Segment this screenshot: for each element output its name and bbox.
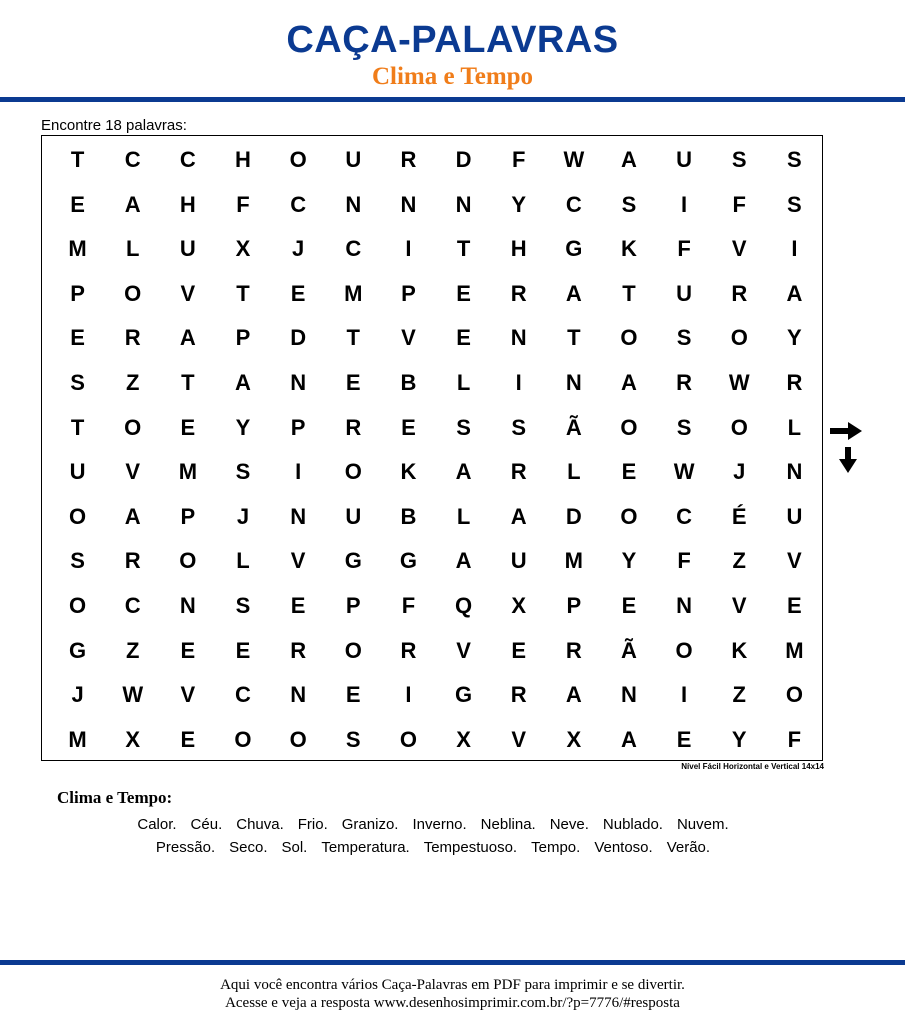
grid-cell[interactable]: I	[791, 236, 798, 262]
word-list-item: Nublado.	[602, 816, 663, 833]
grid-cell[interactable]: A	[124, 191, 141, 217]
grid-row	[42, 718, 822, 763]
grid-cell[interactable]: T	[622, 280, 636, 306]
grid-cell[interactable]: E	[345, 682, 361, 708]
grid-cell[interactable]: O	[69, 592, 87, 618]
grid-cell[interactable]: A	[235, 369, 251, 395]
word-list-line-1	[0, 816, 866, 834]
grid-row	[42, 495, 822, 540]
grid-cell[interactable]: A	[621, 147, 637, 172]
grid-cell[interactable]: C	[179, 147, 196, 172]
grid-cell[interactable]: C	[676, 503, 693, 529]
grid-cell[interactable]: G	[69, 637, 87, 663]
grid-cell[interactable]: F	[732, 191, 746, 217]
grid-cell[interactable]: W	[728, 369, 750, 395]
grid-row	[42, 584, 822, 629]
word-list-item: Nuvem.	[676, 816, 729, 833]
grid-cell[interactable]: C	[345, 236, 362, 262]
grid-cell[interactable]: E	[456, 280, 471, 306]
grid-cell[interactable]: C	[565, 191, 582, 217]
grid-cell[interactable]: S	[345, 726, 361, 752]
grid-cell[interactable]: S	[621, 191, 637, 217]
grid-cell[interactable]: R	[565, 637, 582, 663]
grid-cell[interactable]: E	[401, 414, 416, 440]
grid-cell[interactable]: R	[400, 637, 417, 663]
grid-cell[interactable]: M	[68, 726, 87, 752]
grid-cell[interactable]: T	[236, 280, 250, 306]
grid-cell[interactable]: N	[290, 369, 307, 395]
grid-cell[interactable]: N	[565, 369, 582, 395]
grid-cell[interactable]: S	[676, 325, 692, 351]
grid-cell[interactable]: P	[345, 592, 361, 618]
grid-cell[interactable]: S	[511, 414, 527, 440]
grid-cell[interactable]: B	[400, 503, 417, 529]
grid-cell[interactable]: R	[676, 369, 693, 395]
grid-cell[interactable]: J	[71, 682, 84, 708]
grid-cell[interactable]: E	[621, 459, 637, 485]
grid-cell[interactable]: O	[289, 726, 307, 752]
grid-cell[interactable]: L	[456, 503, 471, 529]
grid-cell[interactable]: Z	[125, 637, 140, 663]
grid-row	[42, 138, 822, 183]
grid-cell[interactable]: S	[676, 414, 692, 440]
word-list-item: Neve.	[549, 816, 589, 833]
grid-cell[interactable]: X	[235, 236, 251, 262]
grid-cell[interactable]: C	[124, 147, 141, 172]
grid-cell[interactable]: U	[179, 236, 196, 262]
grid-cell[interactable]: S	[70, 369, 85, 395]
grid-cell[interactable]: T	[456, 236, 471, 262]
grid-cell[interactable]: T	[181, 369, 195, 395]
grid-cell[interactable]: R	[124, 325, 141, 351]
grid-row	[42, 406, 822, 451]
grid-cell[interactable]: Y	[511, 191, 527, 217]
word-list-item: Granizo.	[341, 816, 399, 833]
grid-cell[interactable]: O	[620, 414, 638, 440]
grid-cell[interactable]: P	[566, 592, 582, 618]
grid-cell[interactable]: Y	[787, 325, 802, 351]
grid-cell[interactable]: E	[70, 191, 85, 217]
word-list-heading: Clima e Tempo:	[57, 788, 173, 807]
grid-cell[interactable]: S	[787, 147, 802, 172]
grid-cell[interactable]: G	[454, 682, 473, 708]
grid-cell[interactable]: P	[235, 325, 251, 351]
grid-cell[interactable]: S	[731, 147, 747, 172]
grid-cell[interactable]: U	[676, 147, 693, 172]
grid-cell[interactable]: I	[405, 682, 412, 708]
instruction-text: Encontre 18 palavras:	[41, 117, 187, 134]
grid-cell[interactable]: F	[677, 236, 691, 262]
grid-cell[interactable]: I	[295, 459, 302, 485]
grid-cell[interactable]: V	[787, 548, 802, 574]
grid-cell[interactable]: E	[787, 592, 802, 618]
grid-cell[interactable]: T	[567, 325, 581, 351]
grid-cell[interactable]: U	[786, 503, 803, 529]
grid-cell[interactable]: N	[510, 325, 527, 351]
grid-cell[interactable]: A	[565, 682, 582, 708]
grid-cell[interactable]: I	[681, 191, 688, 217]
grid-cell[interactable]: Z	[732, 548, 746, 574]
grid-cell[interactable]: V	[456, 637, 471, 663]
grid-cell[interactable]: F	[511, 147, 526, 172]
grid-cell[interactable]: R	[786, 369, 803, 395]
grid-cell[interactable]: C	[124, 592, 141, 618]
page-subtitle: Clima e Tempo	[371, 63, 534, 90]
grid-row	[42, 272, 822, 317]
word-list-item: Ventoso.	[594, 839, 653, 856]
grid-cell[interactable]: O	[289, 147, 307, 172]
grid-cell[interactable]: C	[290, 191, 307, 217]
grid-cell[interactable]: R	[731, 280, 748, 306]
word-list-item: Calor.	[137, 816, 177, 833]
grid-cell[interactable]: R	[124, 548, 141, 574]
grid-cell[interactable]: Z	[125, 369, 140, 395]
grid-cell[interactable]: K	[621, 236, 637, 262]
arrow-right-icon	[830, 422, 862, 440]
grid-cell[interactable]: A	[179, 325, 196, 351]
grid-cell[interactable]: O	[730, 325, 748, 351]
grid-cell[interactable]: V	[511, 726, 527, 752]
grid-cell[interactable]: O	[124, 280, 142, 306]
grid-cell[interactable]: O	[620, 503, 638, 529]
bottom-divider	[0, 960, 905, 965]
grid-cell[interactable]: A	[455, 459, 472, 485]
grid-cell[interactable]: M	[344, 280, 363, 306]
grid-cell[interactable]: O	[179, 548, 197, 574]
grid-cell[interactable]: E	[180, 726, 196, 752]
grid-cell[interactable]: L	[567, 459, 581, 485]
grid-cell[interactable]: N	[400, 191, 417, 217]
grid-cell[interactable]: M	[178, 459, 198, 485]
grid-cell[interactable]: T	[70, 414, 85, 440]
grid-cell[interactable]: F	[677, 548, 691, 574]
grid-row	[42, 316, 822, 361]
grid-cell[interactable]: R	[400, 147, 417, 172]
grid-cell[interactable]: S	[70, 548, 85, 574]
grid-cell[interactable]: E	[290, 592, 306, 618]
grid-cell[interactable]: N	[290, 503, 307, 529]
grid-cell[interactable]: E	[345, 369, 361, 395]
grid-cell[interactable]: W	[563, 147, 585, 172]
word-list-item: Frio.	[297, 816, 328, 833]
grid-cell[interactable]: Ã	[621, 637, 637, 663]
grid-cell[interactable]: A	[455, 548, 472, 574]
grid-cell[interactable]: V	[290, 548, 306, 574]
word-list-item: Tempo.	[531, 839, 581, 856]
grid-cell[interactable]: E	[511, 637, 527, 663]
grid-cell[interactable]: U	[345, 503, 362, 529]
grid-cell[interactable]: F	[401, 592, 416, 618]
grid-cell[interactable]: N	[179, 592, 196, 618]
grid-cell[interactable]: V	[401, 325, 416, 351]
word-list-item: Inverno.	[412, 816, 467, 833]
grid-cell[interactable]: O	[620, 325, 638, 351]
grid-cell[interactable]: N	[786, 459, 803, 485]
grid-cell[interactable]: K	[400, 459, 417, 485]
grid-cell[interactable]: I	[681, 682, 688, 708]
footer-link-text[interactable]: Acesse e veja a resposta www.desenhosimprimir.com.br/?p=7776/#resposta	[225, 995, 680, 1011]
grid-cell[interactable]: N	[290, 682, 307, 708]
grid-cell[interactable]: Z	[732, 682, 746, 708]
grid-cell[interactable]: L	[236, 548, 250, 574]
word-list-item: Tempestuoso.	[423, 839, 518, 856]
grid-cell[interactable]: X	[566, 726, 582, 752]
grid-cell[interactable]: V	[731, 592, 747, 618]
grid-cell[interactable]: O	[675, 637, 693, 663]
grid-cell[interactable]: G	[344, 548, 362, 574]
grid-cell[interactable]: M	[785, 637, 804, 663]
grid-cell[interactable]: U	[69, 459, 86, 485]
grid-cell[interactable]: V	[125, 459, 141, 485]
grid-cell[interactable]: A	[565, 280, 582, 306]
grid-cell[interactable]: L	[787, 414, 802, 440]
grid-cell[interactable]: E	[676, 726, 692, 752]
grid-cell[interactable]: O	[730, 414, 748, 440]
word-list-item: Verão.	[666, 839, 711, 856]
grid-cell[interactable]: Q	[454, 592, 473, 618]
grid-cell[interactable]: S	[235, 592, 251, 618]
grid-cell[interactable]: J	[236, 503, 250, 529]
word-list-item: Neblina.	[480, 816, 536, 833]
grid-cell[interactable]: N	[345, 191, 362, 217]
grid-cell[interactable]: U	[345, 147, 362, 172]
grid-cell[interactable]: A	[510, 503, 527, 529]
grid-cell[interactable]: R	[510, 280, 527, 306]
grid-row	[42, 629, 822, 674]
grid-cell[interactable]: Y	[621, 548, 637, 574]
grid-cell[interactable]: B	[400, 369, 417, 395]
grid-row	[42, 183, 822, 228]
grid-cell[interactable]: R	[345, 414, 362, 440]
grid-cell[interactable]: W	[122, 682, 144, 708]
grid-cell[interactable]: G	[565, 236, 583, 262]
grid-cell[interactable]: Y	[731, 726, 747, 752]
grid-cell[interactable]: I	[405, 236, 412, 262]
grid-cell[interactable]: P	[290, 414, 306, 440]
grid-cell[interactable]: T	[346, 325, 360, 351]
grid-cell[interactable]: D	[455, 147, 472, 172]
grid-cell[interactable]: F	[787, 726, 802, 752]
grid-cell[interactable]: L	[456, 369, 471, 395]
grid-row	[42, 539, 822, 584]
grid-cell[interactable]: A	[124, 503, 141, 529]
arrow-down-icon	[839, 447, 857, 473]
grid-cell[interactable]: M	[564, 548, 583, 574]
grid-cell[interactable]: A	[621, 726, 637, 752]
grid-cell[interactable]: E	[180, 414, 196, 440]
grid-cell[interactable]: K	[731, 637, 748, 663]
grid-cell[interactable]: H	[510, 236, 527, 262]
grid-cell[interactable]: A	[621, 369, 637, 395]
grid-cell[interactable]: J	[292, 236, 305, 262]
grid-cell[interactable]: Ã	[565, 414, 582, 440]
grid-row	[42, 450, 822, 495]
page-title: CAÇA-PALAVRAS	[286, 19, 619, 61]
grid-cell[interactable]: O	[124, 414, 142, 440]
grid-cell[interactable]: P	[70, 280, 85, 306]
grid-cell[interactable]: C	[235, 682, 251, 708]
word-list-item: Pressão.	[155, 839, 216, 856]
grid-row	[42, 673, 822, 718]
grid-cell[interactable]: S	[235, 459, 251, 485]
grid-cell[interactable]: V	[180, 682, 196, 708]
grid-cell[interactable]: O	[344, 637, 362, 663]
grid-cell[interactable]: N	[455, 191, 472, 217]
grid-cell[interactable]: T	[70, 147, 85, 172]
word-list-item: Temperatura.	[321, 839, 410, 856]
grid-cell[interactable]: P	[180, 503, 196, 529]
grid-cell[interactable]: F	[236, 191, 250, 217]
grid-cell[interactable]: S	[456, 414, 471, 440]
grid-cell[interactable]: E	[290, 280, 306, 306]
grid-cell[interactable]: X	[456, 726, 471, 752]
grid-cell[interactable]: N	[676, 592, 693, 618]
grid-cell[interactable]: N	[621, 682, 637, 708]
word-list-item: Sol.	[281, 839, 308, 856]
grid-cell[interactable]: E	[180, 637, 196, 663]
grid-cell[interactable]: É	[731, 503, 747, 529]
word-list-item: Seco.	[229, 839, 268, 856]
grid-cell[interactable]: V	[180, 280, 196, 306]
grid-cell[interactable]: X	[125, 726, 141, 752]
grid-cell[interactable]: E	[70, 325, 85, 351]
grid-cell[interactable]: O	[234, 726, 252, 752]
footer-text: Aqui você encontra vários Caça-Palavras em PDF para imprimir e se divertir.	[220, 977, 685, 993]
top-divider	[0, 97, 905, 102]
grid-cell[interactable]: R	[290, 637, 307, 663]
grid-cell[interactable]: M	[68, 236, 87, 262]
letter-grid[interactable]	[41, 135, 823, 761]
grid-cell[interactable]: A	[786, 280, 803, 306]
grid-row	[42, 361, 822, 406]
grid-row	[42, 227, 822, 272]
word-list-item: Chuva.	[236, 816, 284, 833]
grid-cell[interactable]: O	[399, 726, 417, 752]
grid-cell[interactable]: X	[511, 592, 527, 618]
grid-cell[interactable]: R	[510, 682, 527, 708]
grid-cell[interactable]: U	[676, 280, 693, 306]
grid-cell[interactable]: W	[673, 459, 695, 485]
grid-cell[interactable]: J	[733, 459, 746, 485]
grid-cell[interactable]: E	[235, 637, 251, 663]
grid-cell[interactable]: G	[399, 548, 417, 574]
grid-cell[interactable]: I	[515, 369, 522, 395]
grid-cell[interactable]: E	[456, 325, 471, 351]
grid-cell[interactable]: L	[125, 236, 140, 262]
grid-cell[interactable]: U	[510, 548, 527, 574]
grid-cell[interactable]: O	[344, 459, 362, 485]
grid-cell[interactable]: D	[565, 503, 582, 529]
grid-cell[interactable]: P	[401, 280, 416, 306]
grid-cell[interactable]: O	[69, 503, 87, 529]
grid-cell[interactable]: E	[621, 592, 637, 618]
grid-cell[interactable]: V	[731, 236, 747, 262]
word-list-item: Céu.	[190, 816, 223, 833]
grid-cell[interactable]: R	[510, 459, 527, 485]
grid-cell[interactable]: H	[179, 191, 196, 217]
grid-cell[interactable]: D	[290, 325, 307, 351]
word-list-line-2	[0, 839, 866, 857]
grid-cell[interactable]: Y	[235, 414, 251, 440]
grid-cell[interactable]: S	[787, 191, 802, 217]
grid-cell[interactable]: H	[235, 147, 251, 172]
grid-cell[interactable]: O	[785, 682, 803, 708]
level-note: Nível Fácil Horizontal e Vertical 14x14	[681, 762, 824, 771]
